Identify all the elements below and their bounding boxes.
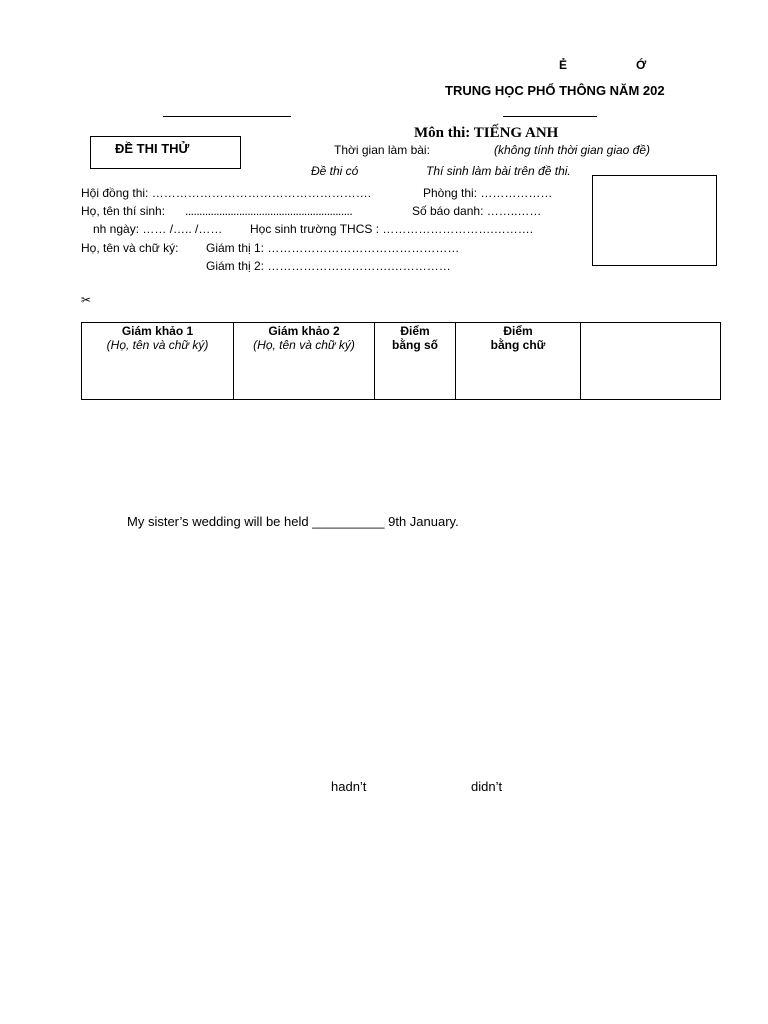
- duration-label: Thời gian làm bài:: [334, 143, 430, 157]
- header-title-line: TRUNG HỌC PHỔ THÔNG NĂM 202: [445, 83, 665, 98]
- scissors-icon: ✂: [81, 293, 92, 307]
- instruction-text: Thí sinh làm bài trên đề thi.: [426, 164, 571, 178]
- header-fragment-1: Ẻ: [559, 58, 568, 72]
- score-number-subtitle: bằng số: [391, 338, 438, 352]
- duration-note: (không tính thời gian giao đề): [494, 143, 651, 157]
- subject-label: Môn thi:: [414, 125, 471, 141]
- examiner-1-title: Giám khảo 1: [121, 324, 194, 338]
- option-b[interactable]: didn’t: [471, 779, 503, 794]
- score-words-title: Điểm: [503, 324, 533, 338]
- examiner-2-subtitle: (Họ, tên và chữ ký): [253, 338, 355, 352]
- header-underline-right: [503, 116, 597, 117]
- pages-label: Đề thi có: [311, 164, 359, 178]
- dob-field[interactable]: nh ngày: …… /….. /……: [93, 222, 223, 236]
- subject-value: TIẾNG ANH: [473, 125, 559, 141]
- score-words-cell[interactable]: [456, 323, 581, 400]
- table-row: [82, 323, 721, 400]
- room-field[interactable]: Phòng thi: ………………: [423, 186, 553, 200]
- supervisor-1-field[interactable]: Giám thị 1: …………………………………………: [206, 241, 460, 255]
- supervisor-2-field[interactable]: Giám thị 2: ………………………….……………: [206, 259, 451, 273]
- name-field[interactable]: ...........................................................: [185, 204, 353, 218]
- council-field[interactable]: Hội đồng thi: ……………………………………………….: [81, 186, 372, 200]
- school-field[interactable]: Học sinh trường THCS : ……………………….……….: [250, 222, 534, 236]
- candidate-number-field[interactable]: Số báo danh: ……..……: [412, 204, 542, 218]
- score-number-cell[interactable]: [375, 323, 456, 400]
- code-cell[interactable]: [581, 323, 721, 400]
- examiner-1-subtitle: (Họ, tên và chữ ký): [106, 338, 209, 352]
- examiner-1-cell[interactable]: [82, 323, 234, 400]
- exam-type-box: [90, 136, 241, 169]
- option-a[interactable]: hadn’t: [331, 779, 367, 794]
- header-fragment-2: Ớ: [636, 58, 647, 72]
- score-number-title: Điểm: [400, 324, 430, 338]
- signature-label: Họ, tên và chữ ký:: [81, 241, 179, 255]
- question-text: My sister’s wedding will be held __________ 9th January.: [127, 514, 459, 529]
- exam-type-label: ĐỀ THI THỬ: [115, 141, 190, 156]
- header-underline-left: [163, 116, 291, 117]
- name-label: Họ, tên thí sinh:: [81, 204, 166, 218]
- subject-line: [414, 124, 558, 142]
- score-words-subtitle: bằng chữ: [490, 338, 546, 352]
- examiner-2-cell[interactable]: [234, 323, 375, 400]
- photo-box: [592, 175, 717, 266]
- score-table: [81, 322, 721, 400]
- examiner-2-title: Giám khảo 2: [268, 324, 340, 338]
